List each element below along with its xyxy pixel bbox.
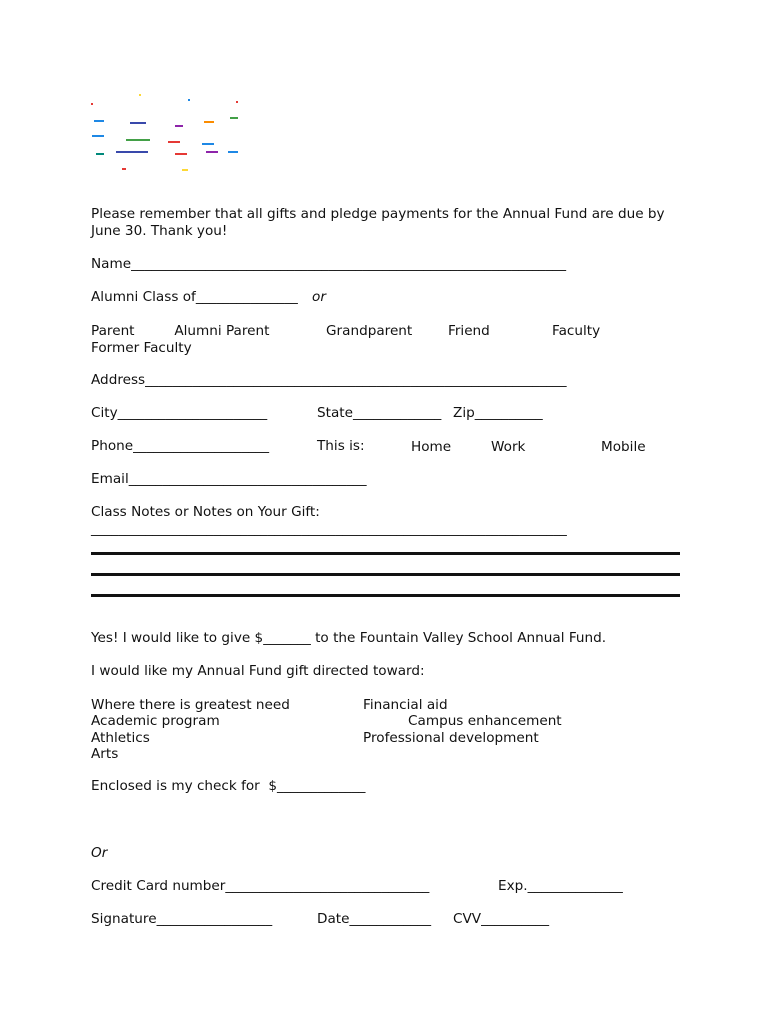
checkbox-label: Home	[411, 439, 452, 455]
checkbox-parent[interactable]	[91, 322, 135, 340]
exp-field[interactable]: Exp.______________	[498, 878, 623, 894]
checkbox-label: Athletics	[91, 730, 150, 746]
checkbox-home[interactable]	[411, 438, 451, 456]
checkbox-label: Parent	[91, 323, 135, 339]
checkbox-friend[interactable]	[448, 322, 490, 340]
checkbox-alumni-parent[interactable]	[170, 322, 270, 340]
zip-field[interactable]: Zip__________	[453, 405, 543, 421]
date-field[interactable]: Date____________	[317, 911, 432, 927]
checkbox-label: Campus enhancement	[408, 713, 562, 729]
checkbox-label: Former Faculty	[91, 340, 192, 356]
credit-card-field[interactable]: Credit Card number______________________________	[91, 878, 430, 894]
signature-field[interactable]: Signature_________________	[91, 911, 273, 927]
checkbox-label: Faculty	[552, 323, 601, 339]
notes-rule	[91, 594, 680, 597]
name-field[interactable]: Name________________________________________________________________	[91, 256, 567, 272]
notes-rule	[91, 552, 680, 555]
checkbox-label: Financial aid	[363, 697, 448, 713]
class-notes-line[interactable]: ______________________________________________________________________	[91, 521, 567, 537]
checkbox-label: Grandparent	[326, 323, 413, 339]
checkbox-label: Professional development	[363, 730, 539, 746]
checkbox-campus[interactable]	[408, 712, 562, 730]
checkbox-label: Friend	[448, 323, 490, 339]
checkbox-grandparent[interactable]	[326, 322, 412, 340]
checkbox-label: Arts	[91, 746, 119, 762]
checkbox-label: Academic program	[91, 713, 220, 729]
checkbox-arts[interactable]	[91, 745, 118, 763]
email-field[interactable]: Email___________________________________	[91, 471, 367, 487]
checkbox-label: Mobile	[601, 439, 646, 455]
checkbox-former-faculty[interactable]	[91, 339, 192, 357]
phone-field[interactable]: Phone____________________	[91, 438, 270, 454]
or-text: or	[312, 289, 326, 305]
alumni-class-field[interactable]: Alumni Class of_______________	[91, 289, 298, 305]
notes-rule	[91, 573, 680, 576]
checkbox-work[interactable]	[491, 438, 525, 456]
cvv-field[interactable]: CVV__________	[453, 911, 550, 927]
gift-amount-line[interactable]: Yes! I would like to give $_______ to the Fountain Valley School Annual Fund.	[91, 630, 607, 646]
checkbox-mobile[interactable]	[601, 438, 646, 456]
or-label: Or	[91, 845, 108, 861]
checkbox-faculty[interactable]	[552, 322, 600, 340]
state-field[interactable]: State_____________	[317, 405, 442, 421]
directed-label: I would like my Annual Fund gift directed toward:	[91, 663, 425, 679]
check-amount-field[interactable]: Enclosed is my check for $_____________	[91, 778, 366, 794]
checkbox-label: Where there is greatest need	[91, 697, 290, 713]
checkbox-professional[interactable]	[363, 729, 539, 747]
intro-line-2: June 30. Thank you!	[91, 223, 228, 239]
checkbox-academic[interactable]	[91, 712, 220, 730]
intro-line-1: Please remember that all gifts and pledge payments for the Annual Fund are due by	[91, 206, 665, 222]
checkbox-label: Work	[491, 439, 526, 455]
address-field[interactable]: Address______________________________________________________________	[91, 372, 567, 388]
class-notes-label: Class Notes or Notes on Your Gift:	[91, 504, 320, 520]
city-field[interactable]: City______________________	[91, 405, 268, 421]
school-logo	[90, 92, 240, 177]
phone-type-label: This is:	[317, 438, 365, 454]
checkbox-label: Alumni Parent	[174, 323, 270, 339]
